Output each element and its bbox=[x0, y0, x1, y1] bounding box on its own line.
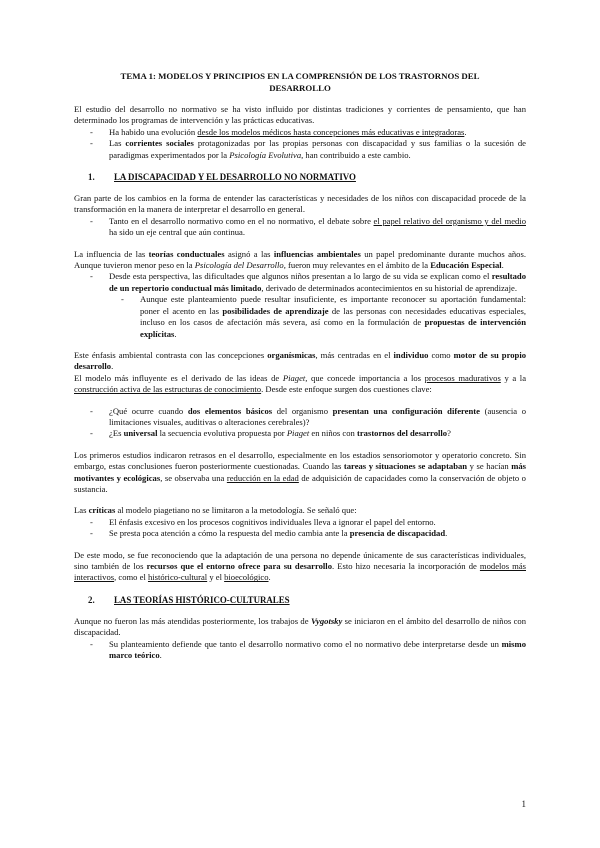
paragraph: Gran parte de los cambios en la forma de entender las características y necesidades de los niños con discapacidad procede de la transformación en la manera de interpretar el desarrollo en general. bbox=[74, 193, 526, 215]
document-page bbox=[74, 70, 526, 661]
list-item: - ¿Es universal la secuencia evolutiva propuesta por Piaget en niños con trastornos del desarrollo? bbox=[74, 428, 526, 439]
bullet-list bbox=[74, 639, 526, 662]
paragraph: El modelo más influyente es el derivado de las ideas de Piaget, que concede importancia a los procesos madurativos y a la construcción activa de las estructuras de conocimiento. Desde este enfoque surgen dos cuestiones clave: bbox=[74, 372, 527, 395]
list-item: - Tanto en el desarrollo normativo como en el no normativo, el debate sobre el papel relativo del organismo y del medio ha sido un eje central que aún continua. bbox=[74, 216, 526, 239]
paragraph: Las críticas al modelo piagetiano no se limitaron a la metodología. Se señaló que: bbox=[74, 505, 357, 516]
paragraph: Este énfasis ambiental contrasta con las concepciones organísmicas, más centradas en el individuo como motor de su propio desarrollo. bbox=[74, 349, 527, 372]
list-item: - Desde esta perspectiva, las dificultades que algunos niños presentan a lo largo de su vida se explican como el resultado de un repertorio conductual más limitado, derivado de determinados acontecimientos en su historial de aprendizaje. bbox=[74, 271, 526, 294]
bullet-list bbox=[74, 216, 526, 239]
paragraph: La influencia de las teorías conductuales asignó a las influencias ambientales un papel predominante durante muchos años. Aunque tuvieron menor peso en la Psicología del Desarrollo, fueron muy relevantes en el ámbito de la Educación Especial. bbox=[74, 248, 526, 271]
sub-list-item: - Aunque este planteamiento puede resultar insuficiente, es importante reconocer su aportación fundamental: poner el acento en las posibilidades de aprendizaje de las personas con necesidades educativas especiales, incluso en los casos de afectación más severa, así como en la formulación de propuestas de intervención explícitas. bbox=[74, 294, 526, 340]
page-number: 1 bbox=[521, 799, 526, 809]
bullet-list bbox=[74, 517, 526, 540]
section-heading-1: 1. LA DISCAPACIDAD Y EL DESARROLLO NO NORMATIVO bbox=[88, 172, 356, 183]
question-list bbox=[74, 406, 526, 440]
paragraph: Los primeros estudios indicaron retrasos en el desarrollo, especialmente en los estadios sensoriomotor y operatorio concreto. Sin embargo, estas conclusiones fueron posteriormente cuestionadas. Cuando las tareas y situaciones se adaptaban y se hacían más motivantes y ecológicas, se observaba una reducción en la edad de adquisición de capacidades como la conservación de objeto o sustancia. bbox=[74, 449, 526, 494]
intro-paragraph: El estudio del desarrollo no normativo se ha visto influido por distintas tradiciones y corrientes de pensamiento, que han determinado los programas de intervención y las prácticas educativas. bbox=[74, 104, 526, 126]
paragraph: Aunque no fueron las más atendidas posteriormente, los trabajos de Vygotsky se iniciaron en el ámbito del desarrollo de niños con discapacidad. bbox=[74, 615, 526, 638]
list-item: - Su planteamiento defiende que tanto el desarrollo normativo como el no normativo debe interpretarse desde un mismo marco teórico. bbox=[74, 639, 526, 662]
bullet-list bbox=[74, 271, 526, 339]
document-title: TEMA 1: MODELOS Y PRINCIPIOS EN LA COMPRENSIÓN DE LOS TRASTORNOS DEL DESARROLLO bbox=[120, 71, 480, 93]
list-item: - El énfasis excesivo en los procesos cognitivos individuales lleva a ignorar el papel del entorno. bbox=[74, 517, 526, 528]
list-item: - Las corrientes sociales protagonizadas por las propias personas con discapacidad y sus familias o la sucesión de paradigmas experimentados por la Psicología Evolutiva, han contribuido a este cambio. bbox=[74, 138, 526, 161]
paragraph: De este modo, se fue reconociendo que la adaptación de una persona no depende únicamente de sus características individuales, sino también de los recursos que el entorno ofrece para su desarrollo. Esto hizo necesaria la incorporación de modelos más interactivos, como el histórico-cultural y el bioecológico. bbox=[74, 549, 526, 583]
section-heading-2: 2. LAS TEORÍAS HISTÓRICO-CULTURALES bbox=[88, 594, 290, 605]
list-item: - Ha habido una evolución desde los modelos médicos hasta concepciones más educativas e integradoras. bbox=[74, 127, 526, 138]
list-item: - ¿Qué ocurre cuando dos elementos básicos del organismo presentan una configuración diferente (ausencia o limitaciones visuales, auditivas o alteraciones cerebrales)? bbox=[74, 406, 526, 429]
intro-list bbox=[74, 127, 526, 161]
list-item: - Se presta poca atención a cómo la respuesta del medio cambia ante la presencia de discapacidad. bbox=[74, 528, 526, 539]
